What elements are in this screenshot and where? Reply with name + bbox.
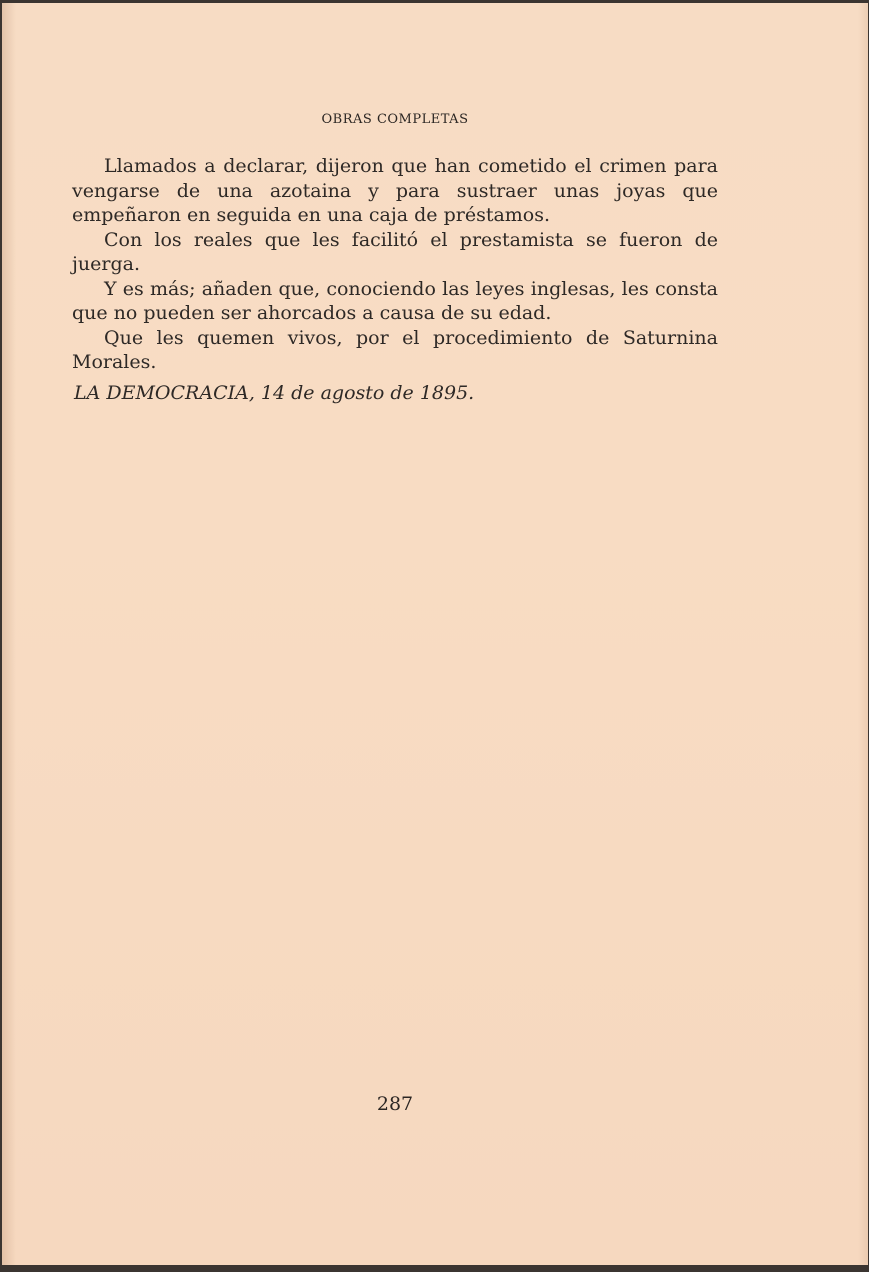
- paragraph: Llamados a declarar, dijeron que han cometido el crimen para vengarse de una azotaina y para sustraer unas joyas que empeñaron en seguida en una caja de préstamos.: [72, 155, 718, 226]
- paragraph: Y es más; añaden que, conociendo las leyes inglesas, les consta que no pueden ser ahorcados a causa de su edad.: [72, 277, 718, 324]
- body-text: [72, 154, 718, 375]
- page-edge-shadow-right: [858, 3, 868, 1265]
- source-citation: LA DEMOCRACIA, 14 de agosto de 1895.: [74, 382, 475, 404]
- paragraph: Que les quemen vivos, por el procedimiento de Saturnina Morales.: [72, 326, 718, 373]
- page-edge-shadow-left: [2, 3, 16, 1265]
- book-page: [2, 3, 868, 1265]
- paragraph: Con los reales que les facilitó el prestamista se fueron de juerga.: [72, 228, 718, 275]
- page-number: 287: [376, 1093, 414, 1115]
- running-head: OBRAS COMPLETAS: [321, 112, 469, 127]
